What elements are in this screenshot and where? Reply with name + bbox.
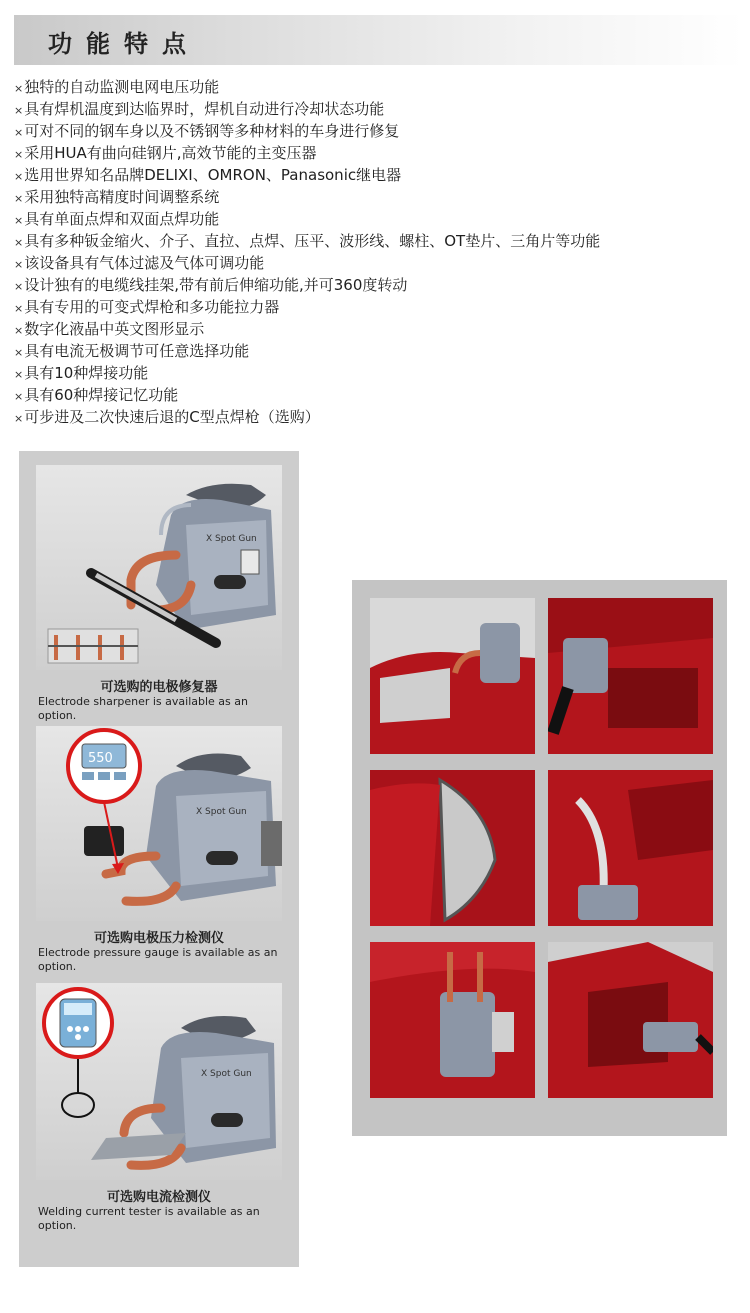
feature-item: ×数字化液晶中英文图形显示 bbox=[14, 320, 205, 338]
feature-item: ×设计独有的电缆线挂架,带有前后伸缩功能,并可360度转动 bbox=[14, 276, 408, 294]
feature-item: ×该设备具有气体过滤及气体可调功能 bbox=[14, 254, 265, 272]
gun-brand-text: X Spot Gun bbox=[206, 534, 257, 544]
car-repair-photo bbox=[370, 770, 535, 926]
spot-gun-sharpener-image bbox=[36, 465, 282, 670]
option-desc-en: Electrode pressure gauge is available as an option. bbox=[38, 946, 278, 973]
feature-item: ×可对不同的钢车身以及不锈钢等多种材料的车身进行修复 bbox=[14, 122, 400, 140]
feature-item: ×具有多种钣金缩火、介子、直拉、点焊、压平、波形线、螺柱、OT垫片、三角片等功能 bbox=[14, 232, 601, 250]
car-repair-photo bbox=[370, 942, 535, 1098]
car-repair-photo bbox=[548, 770, 713, 926]
option-card-sharpener bbox=[36, 465, 282, 723]
feature-item: ×选用世界知名品牌DELIXI、OMRON、Panasonic继电器 bbox=[14, 166, 402, 184]
feature-item: ×独特的自动监测电网电压功能 bbox=[14, 78, 220, 96]
car-repair-photo bbox=[548, 942, 713, 1098]
feature-item: ×具有单面点焊和双面点焊功能 bbox=[14, 210, 220, 228]
feature-item: ×具有电流无极调节可任意选择功能 bbox=[14, 342, 250, 360]
feature-item: ×采用HUA有曲向硅钢片,高效节能的主变压器 bbox=[14, 144, 317, 162]
option-card-current-tester bbox=[36, 983, 282, 1233]
option-title-cn: 可选购电流检测仪 bbox=[106, 1190, 211, 1205]
option-title-cn: 可选购电极压力检测仪 bbox=[93, 931, 224, 946]
gun-brand-text: X Spot Gun bbox=[201, 1069, 252, 1079]
option-desc-en: Welding current tester is available as an option. bbox=[38, 1205, 260, 1232]
options-panel bbox=[19, 451, 299, 1267]
option-card-pressure-gauge bbox=[36, 726, 282, 974]
car-repair-photo bbox=[370, 598, 535, 754]
option-title-cn: 可选购的电极修复器 bbox=[100, 680, 218, 695]
spot-gun-current-tester-image bbox=[36, 983, 282, 1180]
gun-brand-text: X Spot Gun bbox=[196, 807, 247, 817]
feature-item: ×采用独特高精度时间调整系统 bbox=[14, 188, 220, 206]
feature-item: ×具有焊机温度到达临界时，焊机自动进行冷却状态功能 bbox=[14, 100, 385, 118]
section-title: 功能特点 bbox=[48, 30, 200, 58]
option-desc-en: Electrode sharpener is available as an option. bbox=[38, 695, 248, 722]
spot-gun-pressure-gauge-image bbox=[36, 726, 282, 921]
feature-item: ×具有10种焊接功能 bbox=[14, 364, 149, 382]
feature-list bbox=[14, 76, 744, 428]
feature-item: ×具有专用的可变式焊枪和多功能拉力器 bbox=[14, 298, 280, 316]
application-photo-grid bbox=[352, 580, 727, 1136]
feature-item: ×具有60种焊接记忆功能 bbox=[14, 386, 179, 404]
feature-item: ×可步进及二次快速后退的C型点焊枪（选购） bbox=[14, 408, 320, 426]
car-repair-photo bbox=[548, 598, 713, 754]
gauge-reading: 550 bbox=[88, 751, 113, 766]
